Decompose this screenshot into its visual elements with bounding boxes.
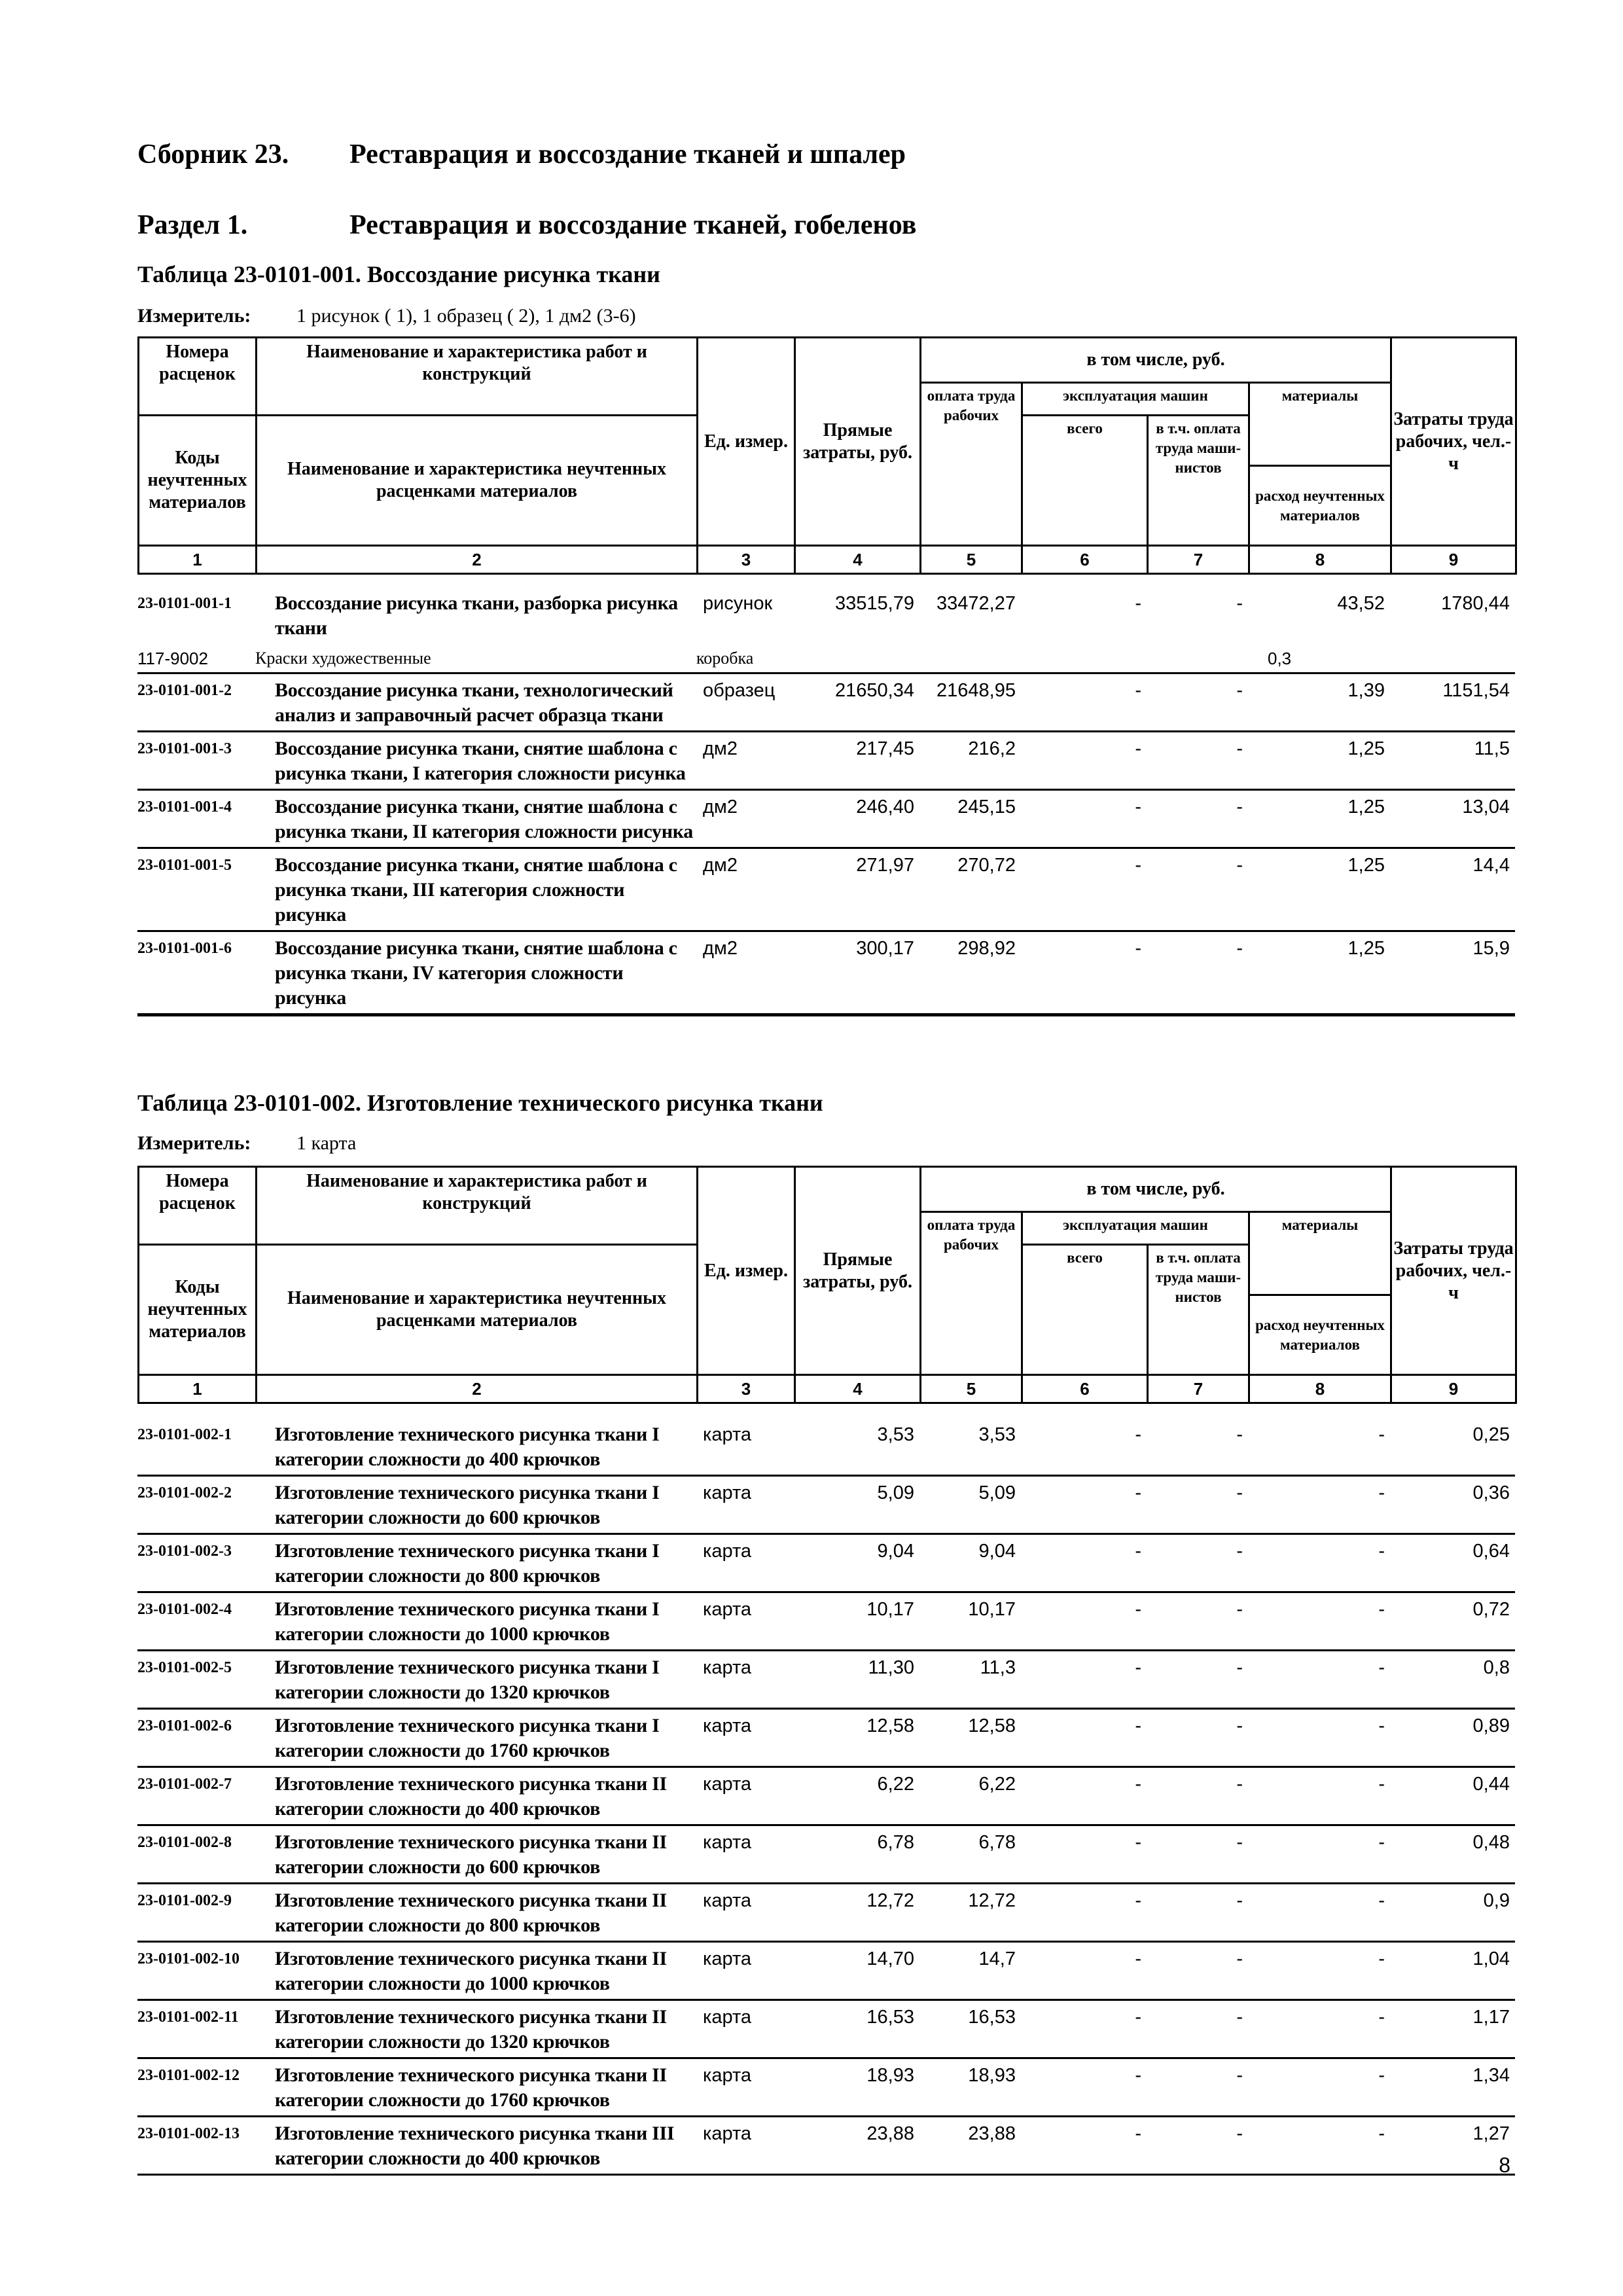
value-col-5: 245,15 xyxy=(957,797,1016,817)
table-row xyxy=(137,1535,1515,1593)
work-description: Изготовление технического рисунка ткани I категории сложности до 1000 крючков xyxy=(275,1598,660,1645)
work-description: Изготовление технического рисунка ткани II категории сложности до 400 крючков xyxy=(275,1773,667,1820)
unit: дм2 xyxy=(703,938,738,959)
value-col-9: 0,9 xyxy=(1483,1890,1510,1911)
value-col-5: 9,04 xyxy=(978,1541,1016,1562)
col-header-material-names: Наименование и характеристика неучтенных расценками материалов xyxy=(257,416,698,546)
col-number: 9 xyxy=(1391,546,1516,574)
table-caption: Таблица 23-0101-001. Воссоздание рисунка ткани xyxy=(137,261,660,287)
rate-code: 23-0101-001-3 xyxy=(137,740,232,757)
col-number: 4 xyxy=(795,1375,921,1403)
table-row xyxy=(137,2001,1515,2059)
value-col-4: 217,45 xyxy=(856,738,914,759)
value-col-6: - xyxy=(1135,1424,1141,1445)
col-number: 2 xyxy=(257,1375,698,1403)
value-col-6: - xyxy=(1135,1599,1141,1620)
rate-code: 23-0101-002-12 xyxy=(137,2067,240,2084)
value-col-7: - xyxy=(1236,855,1243,876)
unit: карта xyxy=(703,1482,752,1503)
value-col-7: - xyxy=(1236,1948,1243,1969)
col-header-work-name: Наименование и характеристика работ и конструкций xyxy=(257,1167,698,1245)
value-col-9: 0,89 xyxy=(1472,1715,1510,1736)
value-col-8: - xyxy=(1378,2065,1385,2086)
value-col-5: 23,88 xyxy=(968,2123,1016,2144)
value-col-5: 14,7 xyxy=(978,1948,1016,1969)
value-col-9: 0,64 xyxy=(1472,1541,1510,1562)
col-number: 7 xyxy=(1148,546,1249,574)
table-row xyxy=(137,732,1515,791)
work-description: Изготовление технического рисунка ткани I категории сложности до 800 крючков xyxy=(275,1540,660,1587)
value-col-7: - xyxy=(1236,938,1243,959)
work-description: Изготовление технического рисунка ткани II категории сложности до 1320 крючков xyxy=(275,2006,667,2053)
value-col-4: 12,72 xyxy=(866,1890,914,1911)
value-col-8: - xyxy=(1378,1890,1385,1911)
rate-code: 23-0101-001-5 xyxy=(137,857,232,874)
value-col-4: 21650,34 xyxy=(835,680,914,701)
value-col-5: 11,3 xyxy=(980,1657,1016,1678)
table-body xyxy=(137,1418,1515,2176)
unit: карта xyxy=(703,1657,752,1678)
table-row xyxy=(137,932,1515,1016)
rate-code: 23-0101-002-3 xyxy=(137,1543,232,1560)
col-number: 6 xyxy=(1022,546,1148,574)
rate-code: 23-0101-002-4 xyxy=(137,1601,232,1618)
value-col-8: - xyxy=(1378,1424,1385,1445)
unit: карта xyxy=(703,1948,752,1969)
value-col-5: 216,2 xyxy=(968,738,1016,759)
rate-code: 23-0101-001-1 xyxy=(137,595,232,612)
table-row xyxy=(137,2059,1515,2117)
value-col-6: - xyxy=(1135,593,1141,614)
col-header-unaccounted-materials: расход неучтенных материалов xyxy=(1249,1295,1391,1375)
unit: карта xyxy=(703,1890,752,1911)
work-description: Воссоздание рисунка ткани, снятие шаблона с рисунка ткани, I категория сложности рисунка xyxy=(275,738,686,784)
value-col-5: 21648,95 xyxy=(936,680,1016,701)
work-description: Воссоздание рисунка ткани, разборка рисунка ткани xyxy=(275,592,678,639)
value-col-6: - xyxy=(1135,680,1141,701)
col-header-unaccounted-materials: расход неучтенных материалов xyxy=(1249,466,1391,546)
value-col-9: 1780,44 xyxy=(1441,593,1510,614)
table-header xyxy=(137,336,1517,575)
value-col-8: 1,25 xyxy=(1347,738,1385,759)
value-col-4: 246,40 xyxy=(856,797,914,817)
value-col-9: 0,44 xyxy=(1472,1774,1510,1795)
collection-label: Сборник 23. xyxy=(137,139,289,170)
col-number: 8 xyxy=(1249,1375,1391,1403)
value-col-9: 13,04 xyxy=(1462,797,1510,817)
unit: карта xyxy=(703,1715,752,1736)
value-col-9: 14,4 xyxy=(1472,855,1510,876)
value-col-8: - xyxy=(1378,2123,1385,2144)
col-header-materials: материалы xyxy=(1249,1212,1391,1295)
value-col-9: 0,8 xyxy=(1483,1657,1510,1678)
value-col-4: 16,53 xyxy=(866,2007,914,2028)
meter-label: Измеритель: xyxy=(137,1132,251,1154)
rate-code: 23-0101-002-1 xyxy=(137,1426,232,1443)
table-row xyxy=(137,1593,1515,1651)
unit: дм2 xyxy=(703,855,738,876)
col-number: 2 xyxy=(257,546,698,574)
value-col-9: 0,72 xyxy=(1472,1599,1510,1620)
value-col-7: - xyxy=(1236,1541,1243,1562)
value-col-8: - xyxy=(1378,2007,1385,2028)
work-description: Изготовление технического рисунка ткани II категории сложности до 600 крючков xyxy=(275,1831,667,1878)
value-col-6: - xyxy=(1135,2007,1141,2028)
work-description: Воссоздание рисунка ткани, снятие шаблона с рисунка ткани, III категория сложности рисунка xyxy=(275,854,677,925)
table-row xyxy=(137,1826,1515,1884)
col-header-machines: эксплуатация машин xyxy=(1022,383,1249,416)
unit: карта xyxy=(703,1424,752,1445)
value-col-4: 6,78 xyxy=(877,1832,914,1853)
unit: карта xyxy=(703,1832,752,1853)
table-row xyxy=(137,1768,1515,1826)
col-header-worker-pay: оплата труда рабочих xyxy=(921,1212,1022,1375)
value-col-4: 23,88 xyxy=(866,2123,914,2144)
value-col-8: - xyxy=(1378,1599,1385,1620)
value-col-4: 271,97 xyxy=(856,855,914,876)
rate-code: 23-0101-002-13 xyxy=(137,2125,240,2142)
rate-code: 23-0101-001-4 xyxy=(137,798,232,816)
table-row xyxy=(137,1418,1515,1477)
value-col-5: 270,72 xyxy=(957,855,1016,876)
table-row xyxy=(137,1884,1515,1943)
col-header-including: в том числе, руб. xyxy=(921,1167,1391,1212)
value-col-5: 12,72 xyxy=(968,1890,1016,1911)
col-number: 9 xyxy=(1391,1375,1516,1403)
value-col-4: 300,17 xyxy=(856,938,914,959)
value-col-5: 18,93 xyxy=(968,2065,1016,2086)
table-row xyxy=(137,587,1515,643)
collection-title: Реставрация и воссоздание тканей и шпалер xyxy=(349,139,906,170)
value-col-9: 1,34 xyxy=(1472,2065,1510,2086)
value-col-6: - xyxy=(1135,1482,1141,1503)
value-col-7: - xyxy=(1236,738,1243,759)
value-col-9: 1,17 xyxy=(1472,2007,1510,2028)
table-row xyxy=(137,1477,1515,1535)
work-description: Изготовление технического рисунка ткани I категории сложности до 1760 крючков xyxy=(275,1715,660,1761)
material-unit: коробка xyxy=(696,649,754,668)
unit: карта xyxy=(703,1541,752,1562)
value-col-9: 11,5 xyxy=(1474,738,1510,759)
value-col-4: 14,70 xyxy=(866,1948,914,1969)
col-header-including: в том числе, руб. xyxy=(921,338,1391,383)
col-header-unit: Ед. измер. xyxy=(698,338,795,546)
col-header-rate-numbers: Номера расценок xyxy=(139,338,257,416)
value-col-7: - xyxy=(1236,1715,1243,1736)
page-number: 8 xyxy=(1499,2153,1510,2177)
table-header xyxy=(137,1166,1517,1404)
value-col-9: 1,27 xyxy=(1472,2123,1510,2144)
value-col-4: 33515,79 xyxy=(835,593,914,614)
value-col-7: - xyxy=(1236,1599,1243,1620)
value-col-6: - xyxy=(1135,1774,1141,1795)
work-description: Изготовление технического рисунка ткани I категории сложности до 1320 крючков xyxy=(275,1657,660,1703)
col-number: 4 xyxy=(795,546,921,574)
value-col-8: - xyxy=(1378,1948,1385,1969)
rate-code: 23-0101-002-9 xyxy=(137,1892,232,1909)
col-header-labor-costs: Затраты труда рабочих, чел.-ч xyxy=(1391,1167,1516,1375)
value-col-5: 6,22 xyxy=(978,1774,1016,1795)
table-row xyxy=(137,791,1515,849)
section-label: Раздел 1. xyxy=(137,210,248,240)
value-col-6: - xyxy=(1135,1948,1141,1969)
table-caption: Таблица 23-0101-002. Изготовление технического рисунка ткани xyxy=(137,1090,823,1116)
material-code: 117-9002 xyxy=(137,649,208,668)
value-col-4: 18,93 xyxy=(866,2065,914,2086)
rate-code: 23-0101-001-2 xyxy=(137,682,232,699)
work-description: Воссоздание рисунка ткани, технологический анализ и заправочный расчет образца ткани xyxy=(275,679,673,726)
value-col-6: - xyxy=(1135,2065,1141,2086)
value-col-7: - xyxy=(1236,1832,1243,1853)
unit: карта xyxy=(703,2123,752,2144)
rate-code: 23-0101-002-2 xyxy=(137,1484,232,1501)
col-header-rate-numbers: Номера расценок xyxy=(139,1167,257,1245)
col-number: 7 xyxy=(1148,1375,1249,1403)
value-col-9: 15,9 xyxy=(1472,938,1510,959)
material-row xyxy=(137,643,1515,674)
col-header-direct-costs: Прямые затраты, руб. xyxy=(795,338,921,546)
col-number: 5 xyxy=(921,546,1022,574)
value-col-5: 16,53 xyxy=(968,2007,1016,2028)
table-row xyxy=(137,849,1515,932)
value-col-5: 10,17 xyxy=(968,1599,1016,1620)
col-number: 6 xyxy=(1022,1375,1148,1403)
unit: карта xyxy=(703,2065,752,2086)
col-number: 1 xyxy=(139,546,257,574)
value-col-7: - xyxy=(1236,1774,1243,1795)
value-col-8: - xyxy=(1378,1657,1385,1678)
value-col-9: 1,04 xyxy=(1472,1948,1510,1969)
value-col-7: - xyxy=(1236,797,1243,817)
value-col-8: 43,52 xyxy=(1337,593,1385,614)
unit: карта xyxy=(703,1774,752,1795)
value-col-8: - xyxy=(1378,1541,1385,1562)
col-header-work-name: Наименование и характеристика работ и конструкций xyxy=(257,338,698,416)
value-col-9: 0,25 xyxy=(1472,1424,1510,1445)
value-col-6: - xyxy=(1135,1715,1141,1736)
meter-value: 1 карта xyxy=(296,1132,357,1154)
work-description: Воссоздание рисунка ткани, снятие шаблона с рисунка ткани, II категория сложности рисунка xyxy=(275,796,693,842)
col-header-material-codes: Коды неучтенных материалов xyxy=(139,1245,257,1375)
material-name: Краски художественные xyxy=(255,649,431,668)
work-description: Воссоздание рисунка ткани, снятие шаблона с рисунка ткани, IV категория сложности рисунка xyxy=(275,937,677,1009)
col-header-material-codes: Коды неучтенных материалов xyxy=(139,416,257,546)
value-col-4: 3,53 xyxy=(877,1424,914,1445)
col-header-direct-costs: Прямые затраты, руб. xyxy=(795,1167,921,1375)
col-header-machines-total: всего xyxy=(1022,416,1148,546)
value-col-6: - xyxy=(1135,1890,1141,1911)
value-col-5: 33472,27 xyxy=(936,593,1016,614)
table-row xyxy=(137,1710,1515,1768)
rate-code: 23-0101-002-5 xyxy=(137,1659,232,1676)
work-description: Изготовление технического рисунка ткани I категории сложности до 600 крючков xyxy=(275,1482,660,1528)
rate-code: 23-0101-002-10 xyxy=(137,1950,240,1967)
value-col-6: - xyxy=(1135,1541,1141,1562)
material-quantity: 0,3 xyxy=(1268,649,1292,668)
work-description: Изготовление технического рисунка ткани II категории сложности до 1000 крючков xyxy=(275,1948,667,1994)
value-col-7: - xyxy=(1236,2007,1243,2028)
value-col-7: - xyxy=(1236,2065,1243,2086)
col-header-machinist-pay: в т.ч. оплата труда маши-нистов xyxy=(1148,1245,1249,1375)
value-col-6: - xyxy=(1135,1832,1141,1853)
col-number: 3 xyxy=(698,1375,795,1403)
col-header-machines: эксплуатация машин xyxy=(1022,1212,1249,1245)
value-col-4: 12,58 xyxy=(866,1715,914,1736)
value-col-5: 3,53 xyxy=(978,1424,1016,1445)
value-col-9: 0,36 xyxy=(1472,1482,1510,1503)
value-col-7: - xyxy=(1236,1657,1243,1678)
value-col-7: - xyxy=(1236,680,1243,701)
unit: образец xyxy=(703,680,776,701)
col-header-materials: материалы xyxy=(1249,383,1391,466)
value-col-6: - xyxy=(1135,2123,1141,2144)
table-row xyxy=(137,674,1515,732)
value-col-6: - xyxy=(1135,855,1141,876)
value-col-5: 5,09 xyxy=(978,1482,1016,1503)
work-description: Изготовление технического рисунка ткани I категории сложности до 400 крючков xyxy=(275,1424,660,1470)
work-description: Изготовление технического рисунка ткани II категории сложности до 800 крючков xyxy=(275,1890,667,1936)
col-header-worker-pay: оплата труда рабочих xyxy=(921,383,1022,546)
value-col-8: - xyxy=(1378,1482,1385,1503)
unit: карта xyxy=(703,2007,752,2028)
value-col-5: 12,58 xyxy=(968,1715,1016,1736)
value-col-4: 9,04 xyxy=(877,1541,914,1562)
value-col-7: - xyxy=(1236,1890,1243,1911)
col-header-labor-costs: Затраты труда рабочих, чел.-ч xyxy=(1391,338,1516,546)
meter-line xyxy=(137,305,636,327)
table-row xyxy=(137,2117,1515,2176)
value-col-8: 1,25 xyxy=(1347,855,1385,876)
col-number: 3 xyxy=(698,546,795,574)
section-title: Реставрация и воссоздание тканей, гобеленов xyxy=(349,210,917,240)
value-col-7: - xyxy=(1236,2123,1243,2144)
unit: карта xyxy=(703,1599,752,1620)
value-col-5: 298,92 xyxy=(957,938,1016,959)
value-col-7: - xyxy=(1236,593,1243,614)
meter-label: Измеритель: xyxy=(137,305,251,327)
col-number: 1 xyxy=(139,1375,257,1403)
value-col-4: 6,22 xyxy=(877,1774,914,1795)
value-col-4: 5,09 xyxy=(877,1482,914,1503)
unit: дм2 xyxy=(703,738,738,759)
table-row xyxy=(137,1943,1515,2001)
rate-code: 23-0101-002-6 xyxy=(137,1717,232,1734)
meter-line xyxy=(137,1132,356,1155)
value-col-8: 1,25 xyxy=(1347,797,1385,817)
rate-code: 23-0101-002-7 xyxy=(137,1776,232,1793)
value-col-4: 11,30 xyxy=(868,1657,914,1678)
table-body xyxy=(137,587,1515,1016)
unit: рисунок xyxy=(703,593,773,614)
rate-code: 23-0101-002-11 xyxy=(137,2009,239,2026)
col-number: 5 xyxy=(921,1375,1022,1403)
value-col-6: - xyxy=(1135,938,1141,959)
col-header-unit: Ед. измер. xyxy=(698,1167,795,1375)
value-col-8: - xyxy=(1378,1774,1385,1795)
value-col-8: - xyxy=(1378,1832,1385,1853)
col-header-material-names: Наименование и характеристика неучтенных расценками материалов xyxy=(257,1245,698,1375)
work-description: Изготовление технического рисунка ткани II категории сложности до 1760 крючков xyxy=(275,2064,667,2111)
work-description: Изготовление технического рисунка ткани III категории сложности до 400 крючков xyxy=(275,2123,675,2169)
value-col-9: 0,48 xyxy=(1472,1832,1510,1853)
value-col-6: - xyxy=(1135,738,1141,759)
value-col-6: - xyxy=(1135,1657,1141,1678)
unit: дм2 xyxy=(703,797,738,817)
value-col-7: - xyxy=(1236,1482,1243,1503)
value-col-4: 10,17 xyxy=(866,1599,914,1620)
value-col-5: 6,78 xyxy=(978,1832,1016,1853)
value-col-7: - xyxy=(1236,1424,1243,1445)
col-header-machines-total: всего xyxy=(1022,1245,1148,1375)
rate-code: 23-0101-001-6 xyxy=(137,940,232,957)
col-number: 8 xyxy=(1249,546,1391,574)
col-header-machinist-pay: в т.ч. оплата труда маши-нистов xyxy=(1148,416,1249,546)
value-col-8: - xyxy=(1378,1715,1385,1736)
value-col-6: - xyxy=(1135,797,1141,817)
table-row xyxy=(137,1651,1515,1710)
rate-code: 23-0101-002-8 xyxy=(137,1834,232,1851)
meter-value: 1 рисунок ( 1), 1 образец ( 2), 1 дм2 (3-6) xyxy=(296,305,636,327)
value-col-8: 1,39 xyxy=(1347,680,1385,701)
value-col-9: 1151,54 xyxy=(1442,680,1510,701)
value-col-8: 1,25 xyxy=(1347,938,1385,959)
